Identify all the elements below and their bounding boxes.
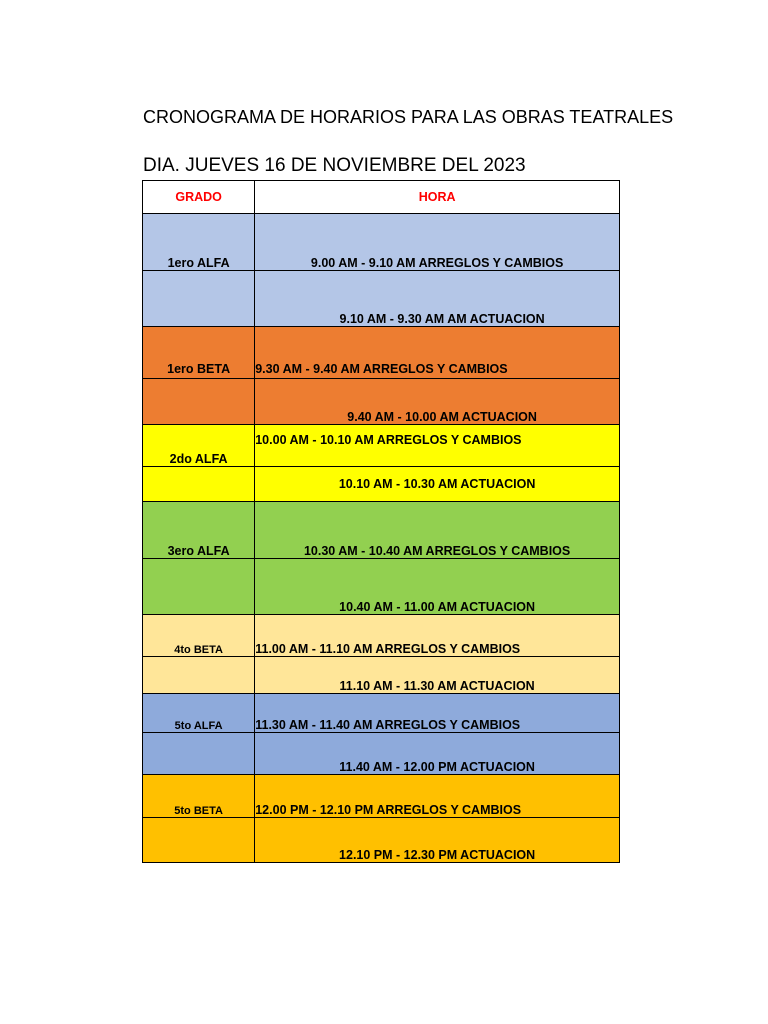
grado-cell-empty [143, 467, 255, 502]
hora-cell: 10.40 AM - 11.00 AM ACTUACION [255, 559, 620, 615]
table-row [143, 271, 620, 327]
hora-cell: 11.40 AM - 12.00 PM ACTUACION [255, 733, 620, 775]
document-title: CRONOGRAMA DE HORARIOS PARA LAS OBRAS TEATRALES [143, 107, 674, 127]
grado-cell: 5to BETA [143, 775, 255, 818]
table-row [143, 425, 620, 467]
grado-cell-empty [143, 271, 255, 327]
hora-cell: 11.10 AM - 11.30 AM ACTUACION [255, 657, 620, 694]
table-row [143, 559, 620, 615]
grado-header: GRADO [143, 181, 255, 214]
table-row [143, 615, 620, 657]
schedule-table [142, 180, 620, 863]
table-row [143, 379, 620, 425]
grado-cell-empty [143, 818, 255, 863]
hora-cell: 9.00 AM - 9.10 AM ARREGLOS Y CAMBIOS [255, 214, 620, 271]
hora-cell: 10.30 AM - 10.40 AM ARREGLOS Y CAMBIOS [255, 502, 620, 559]
grado-cell: 1ero BETA [143, 327, 255, 379]
hora-cell: 10.10 AM - 10.30 AM ACTUACION [255, 467, 620, 502]
hora-cell: 9.30 AM - 9.40 AM ARREGLOS Y CAMBIOS [255, 327, 620, 379]
table-row [143, 733, 620, 775]
hora-cell: 10.00 AM - 10.10 AM ARREGLOS Y CAMBIOS [255, 425, 620, 467]
hora-cell: 12.00 PM - 12.10 PM ARREGLOS Y CAMBIOS [255, 775, 620, 818]
hora-header: HORA [255, 181, 620, 214]
grado-cell: 4to BETA [143, 615, 255, 657]
grado-cell: 5to ALFA [143, 694, 255, 733]
hora-cell: 12.10 PM - 12.30 PM ACTUACION [255, 818, 620, 863]
grado-cell: 2do ALFA [143, 425, 255, 467]
hora-cell: 9.40 AM - 10.00 AM ACTUACION [255, 379, 620, 425]
grado-cell-empty [143, 559, 255, 615]
hora-cell: 9.10 AM - 9.30 AM AM ACTUACION [255, 271, 620, 327]
grado-cell-empty [143, 379, 255, 425]
grado-cell-empty [143, 657, 255, 694]
table-row [143, 657, 620, 694]
table-row [143, 502, 620, 559]
grado-cell: 1ero ALFA [143, 214, 255, 271]
grado-cell: 3ero ALFA [143, 502, 255, 559]
table-row [143, 467, 620, 502]
hora-cell: 11.30 AM - 11.40 AM ARREGLOS Y CAMBIOS [255, 694, 620, 733]
table-row [143, 694, 620, 733]
document-date: DIA. JUEVES 16 DE NOVIEMBRE DEL 2023 [143, 155, 526, 176]
table-row [143, 775, 620, 818]
hora-cell: 11.00 AM - 11.10 AM ARREGLOS Y CAMBIOS [255, 615, 620, 657]
table-row [143, 327, 620, 379]
table-row [143, 818, 620, 863]
table-header-row [143, 181, 620, 214]
grado-cell-empty [143, 733, 255, 775]
table-row [143, 214, 620, 271]
